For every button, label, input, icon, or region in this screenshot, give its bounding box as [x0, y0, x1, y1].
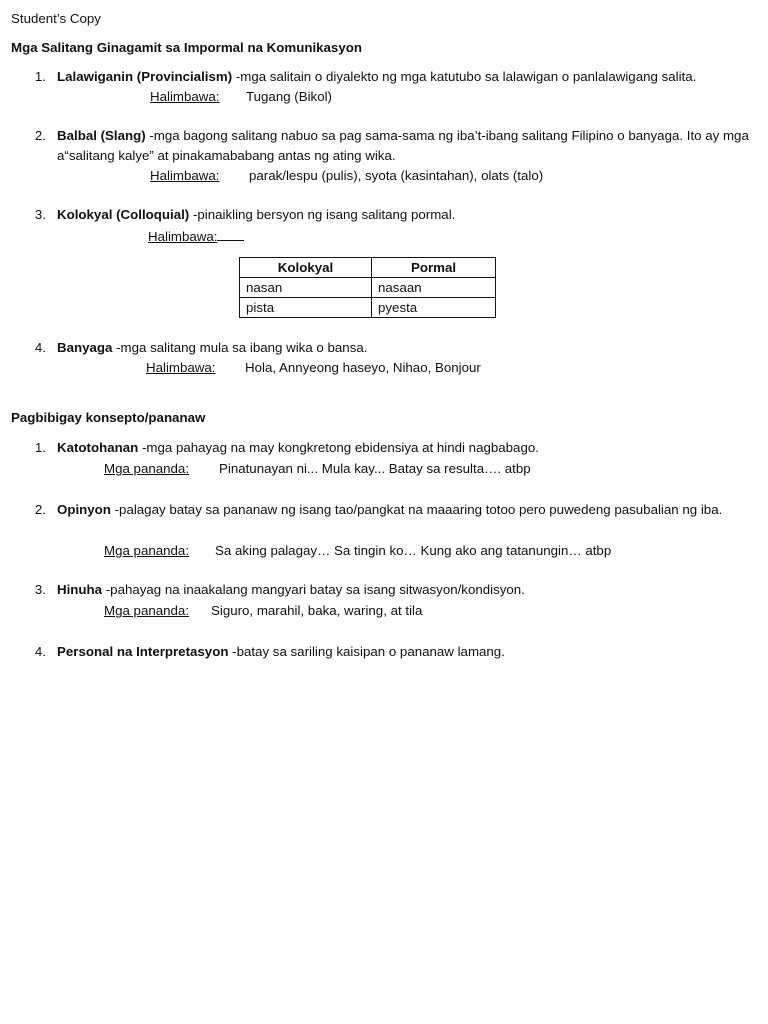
marker-text: Siguro, marahil, baka, waring, at tila	[211, 603, 423, 618]
marker-label: Mga pananda:	[104, 461, 190, 476]
item-text	[57, 338, 752, 358]
definition: -palagay batay sa pananaw ng isang tao/pangkat na maaaring totoo pero puwedeng pasubalian ng iba.	[110, 502, 723, 517]
example-text: Tugang (Bikol)	[246, 89, 332, 104]
item-number: 3.	[34, 207, 46, 222]
table-row	[240, 298, 496, 318]
term: Kolokyal (Colloquial)	[57, 207, 190, 222]
kolokyal-table	[239, 257, 496, 318]
marker-text: Pinatunayan ni... Mula kay... Batay sa resulta…. atbp	[219, 461, 531, 476]
definition: -mga salitain o diyalekto ng mga katutubo sa lalawigan o panlalawigang salita.	[232, 69, 697, 84]
term: Balbal (Slang)	[57, 128, 146, 143]
item-number: 2.	[34, 502, 46, 517]
table-header: Pormal	[372, 258, 496, 278]
item-text	[57, 205, 752, 225]
term: Lalawiganin (Provincialism)	[57, 69, 233, 84]
item-number: 4.	[34, 340, 46, 355]
term: Opinyon	[57, 502, 111, 517]
example-label: Halimbawa:	[150, 168, 220, 183]
term: Personal na Interpretasyon	[57, 644, 229, 659]
item-text	[57, 642, 752, 662]
item-number: 4.	[34, 644, 46, 659]
example-label-row	[148, 226, 244, 247]
example-text: parak/lespu (pulis), syota (kasintahan), olats (talo)	[249, 168, 544, 183]
item-text	[57, 126, 752, 166]
item-text	[57, 67, 752, 87]
marker-label: Mga pananda:	[104, 603, 190, 618]
table-header-row	[240, 258, 496, 278]
definition: -pinaikling bersyon ng isang salitang pormal.	[189, 207, 456, 222]
table-cell: nasan	[240, 278, 372, 298]
table-cell: pista	[240, 298, 372, 318]
term: Banyaga	[57, 340, 113, 355]
item-text	[57, 500, 752, 520]
example-label: Halimbawa:	[148, 229, 218, 244]
section-title-pananaw: Pagbibigay konsepto/pananaw	[11, 410, 206, 425]
document-header: Student’s Copy	[11, 11, 101, 26]
example-label: Halimbawa:	[150, 89, 220, 104]
example-label: Halimbawa:	[146, 360, 216, 375]
definition: -pahayag na inaakalang mangyari batay sa isang sitwasyon/kondisyon.	[102, 582, 525, 597]
example-text: Hola, Annyeong haseyo, Nihao, Bonjour	[245, 360, 481, 375]
definition: -mga salitang mula sa ibang wika o bansa.	[112, 340, 368, 355]
section-title-impormal: Mga Salitang Ginagamit sa Impormal na Komunikasyon	[11, 40, 362, 55]
table-header: Kolokyal	[240, 258, 372, 278]
item-number: 3.	[34, 582, 46, 597]
example-blank-line	[217, 226, 244, 241]
table-cell: nasaan	[372, 278, 496, 298]
table-row	[240, 278, 496, 298]
term: Hinuha	[57, 582, 103, 597]
item-number: 2.	[34, 128, 46, 143]
item-number: 1.	[34, 69, 46, 84]
definition: -batay sa sariling kaisipan o pananaw lamang.	[228, 644, 505, 659]
definition: -mga bagong salitang nabuo sa pag sama-sama ng iba’t-ibang salitang Filipino o banyaga. Ito ay mga a“salitang kalye” at pinakamababang antas ng ating wika.	[57, 128, 749, 163]
table-cell: pyesta	[372, 298, 496, 318]
item-number: 1.	[34, 440, 46, 455]
marker-label: Mga pananda:	[104, 543, 190, 558]
item-text	[57, 438, 752, 458]
marker-text: Sa aking palagay… Sa tingin ko… Kung ako ang tatanungin… atbp	[215, 543, 612, 558]
definition: -mga pahayag na may kongkretong ebidensiya at hindi nagbabago.	[138, 440, 539, 455]
item-text	[57, 580, 752, 600]
term: Katotohanan	[57, 440, 139, 455]
